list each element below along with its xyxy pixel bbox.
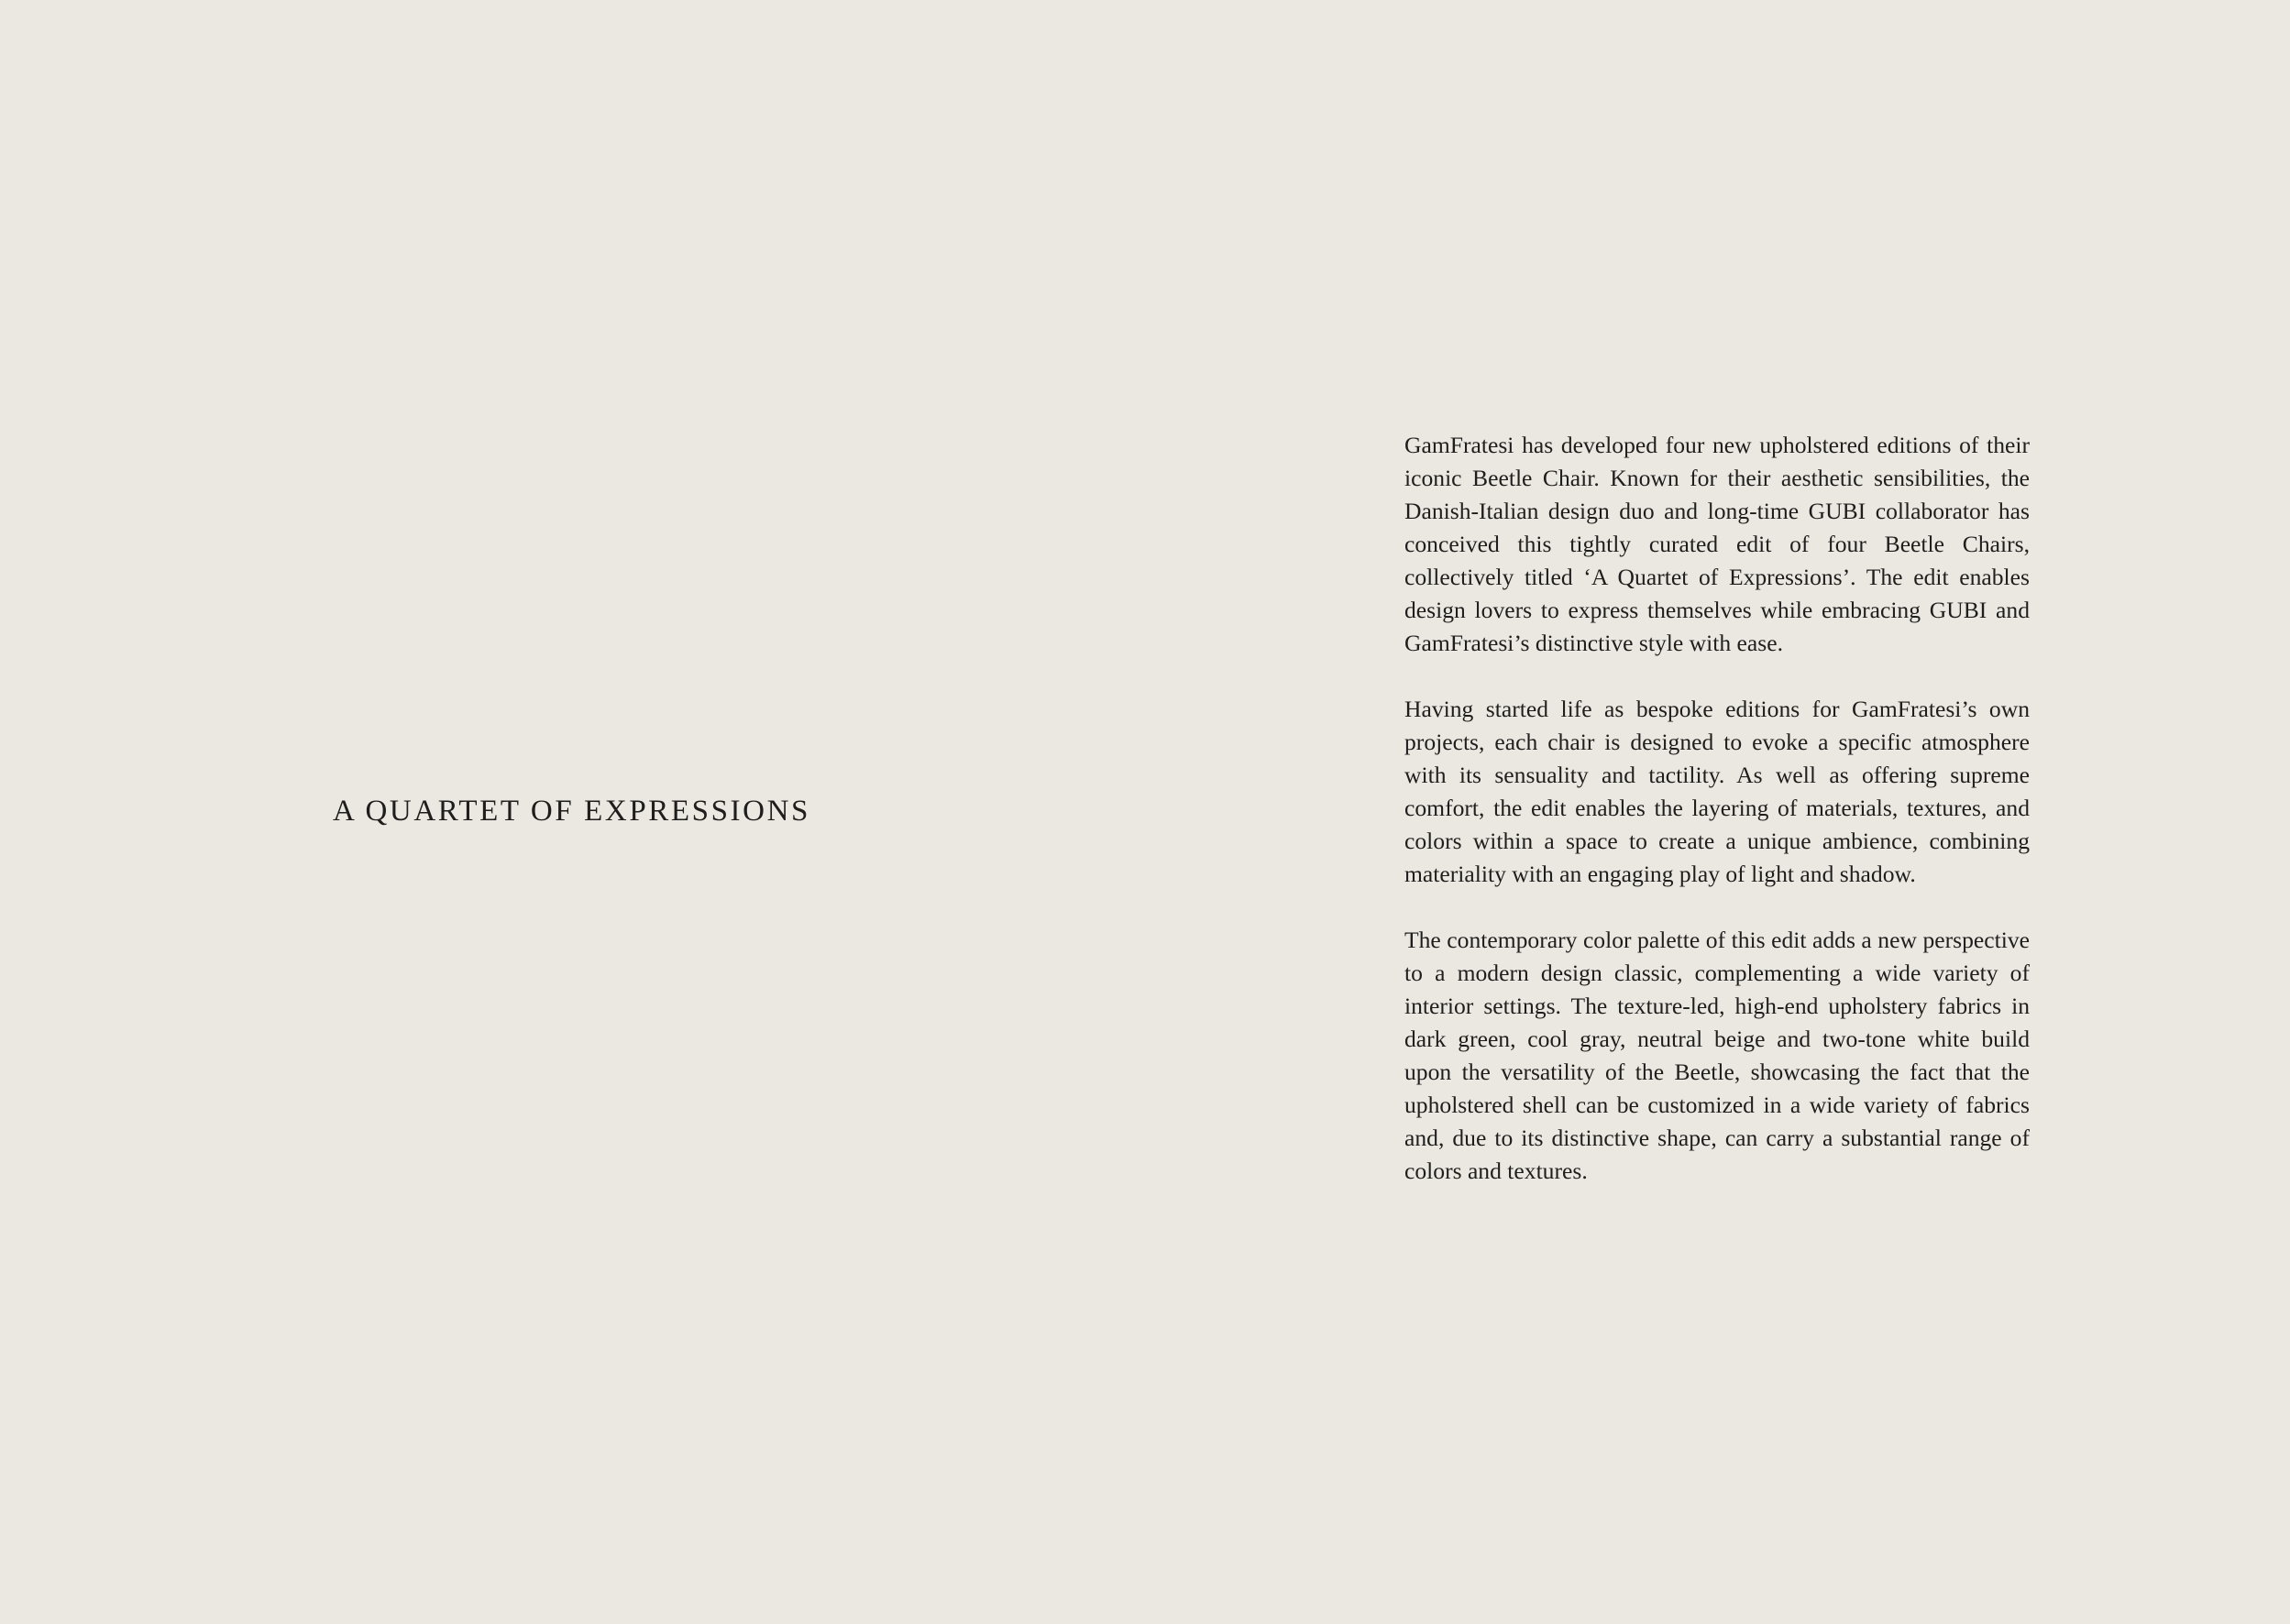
page-title: A QUARTET OF EXPRESSIONS — [333, 795, 810, 828]
paragraph-palette: The contemporary color palette of this edit adds a new perspective to a modern design classic, complementing a wide variety of interior settings. The texture-led, high-end upholstery fabrics in dark green, cool gray, neutral beige and two-tone white build upon the versatility of the Beetle, showcasing the fact that the upholstered shell can be customized in a wide variety of fabrics and, due to its distinctive shape, can carry a substantial range of colors and textures. — [1404, 927, 2030, 1184]
paragraph-origin: Having started life as bespoke editions for GamFratesi’s own projects, each chair is designed to evoke a specific atmosphere with its sensuality and tactility. As well as offering supreme comfort, the edit enables the layering of materials, textures, and colors within a space to create a unique ambience, combining materiality with an engaging play of light and shadow. — [1404, 696, 2030, 887]
paragraph-intro: GamFratesi has developed four new upholstered editions of their iconic Beetle Chair. Known for their aesthetic sensibilities, the Danish-Italian design duo and long-time GUBI collaborator has conceived this tightly curated edit of four Beetle Chairs, collectively titled ‘A Quartet of Expressions’. The edit enables design lovers to express themselves while embracing GUBI and GamFratesi’s distinctive style with ease. — [1404, 432, 2030, 656]
body-text-column — [1404, 429, 2030, 1188]
